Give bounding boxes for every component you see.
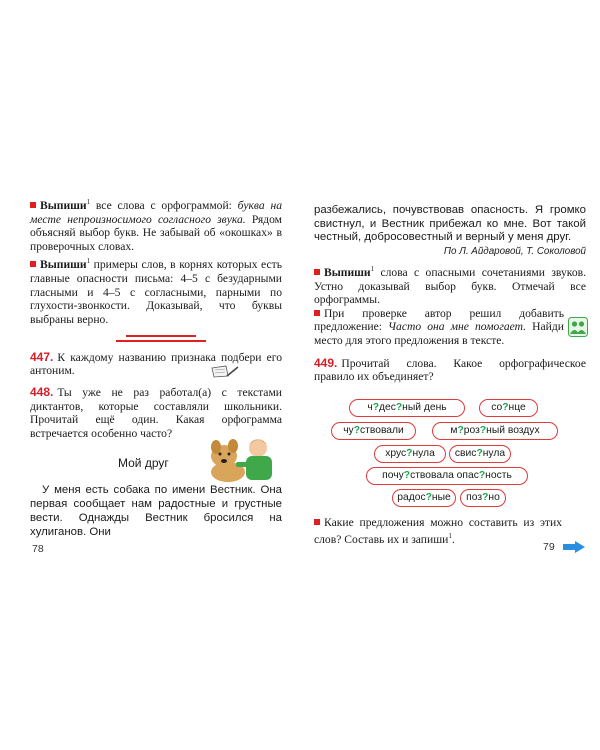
task-check-author: При проверке автор решил добавить предложение: Часто она мне помогает. Найди место для этого предложения в тексте.	[314, 306, 564, 348]
word-pill: почу?ствовала опас?ность	[366, 467, 528, 485]
exercise-447: 447. К каждому названию признака подбери его антоним.	[30, 349, 282, 378]
story-text-part-2: разбежались, почувствовав опасность. Я громко свистнул, и Вестник прибежал ко мне. Вот такой честный, добросовестный и верный у меня друг.	[314, 204, 586, 244]
word-pill: хрус?нула	[374, 445, 446, 463]
red-bullet-icon	[314, 310, 320, 316]
task-compose-sentences: Какие предложения можно составить из этих слов? Составь их и запиши$^1$.	[314, 516, 562, 546]
word-pill: м?роз?ный воздух	[432, 422, 558, 440]
story-author: По Л. Айдаровой, Т. Соколовой	[443, 246, 586, 258]
page-number-left: 78	[32, 543, 44, 555]
red-bullet-icon	[30, 202, 36, 208]
section-divider	[116, 335, 206, 342]
word-pill: со?нце	[479, 399, 538, 417]
story-title-row	[30, 440, 282, 482]
story-text-part-1: У меня есть собака по имени Вестник. Она первая сообщает нам радостные и грустные вести. Однажды Вестник бросился на хулиганов. Они	[30, 484, 282, 538]
red-bullet-icon	[314, 269, 320, 275]
word-pill: ч?дес?ный день	[349, 399, 465, 417]
task-write-out-3: Выпиши$^1$ слова с опасными сочетаниями звуков. Устно доказывай выбор букв. Отмечай все орфограммы.	[314, 265, 586, 307]
red-bullet-icon	[30, 261, 36, 267]
word-pill: свис?нула	[449, 445, 511, 463]
right-page	[314, 196, 586, 384]
exercise-449: 449. Прочитай слова. Какое орфографическое правило их объединяет?	[314, 355, 586, 384]
task-check-block	[314, 307, 586, 348]
exercise-448: 448. Ты уже не раз работал(а) с текстами диктантов, которые составляли школьники. Прочитай ещё один. Какая орфограмма встречается особенно часто?	[30, 385, 282, 440]
red-bullet-icon	[314, 519, 320, 525]
next-page-arrow-icon	[563, 541, 585, 553]
pencil-notebook-icon	[210, 364, 240, 378]
page-number-right: 79	[543, 541, 555, 553]
pair-work-icon	[568, 317, 588, 337]
task-write-out-2: Выпиши$^1$ примеры слов, в корнях которых есть главные опасности письма: 4–5 с безударными гласными и 4–5 с согласными, парными по глухости-звонкости. Доказывай, что буквы выбраны верно.	[30, 257, 282, 326]
story-title: Мой друг	[118, 456, 169, 471]
task-write-out-1: Выпиши$^1$ все слова с орфограммой: буква на месте непроизносимого согласного звука. Рядом объясняй выбор букв. Не забывай об «окошках» в проверочных словах.	[30, 198, 282, 253]
word-pill: радос?ные	[392, 489, 456, 507]
word-pill: чу?ствовали	[331, 422, 416, 440]
boy-with-dog-illustration	[206, 434, 278, 482]
left-page	[30, 196, 282, 539]
word-pill: поз?но	[460, 489, 506, 507]
